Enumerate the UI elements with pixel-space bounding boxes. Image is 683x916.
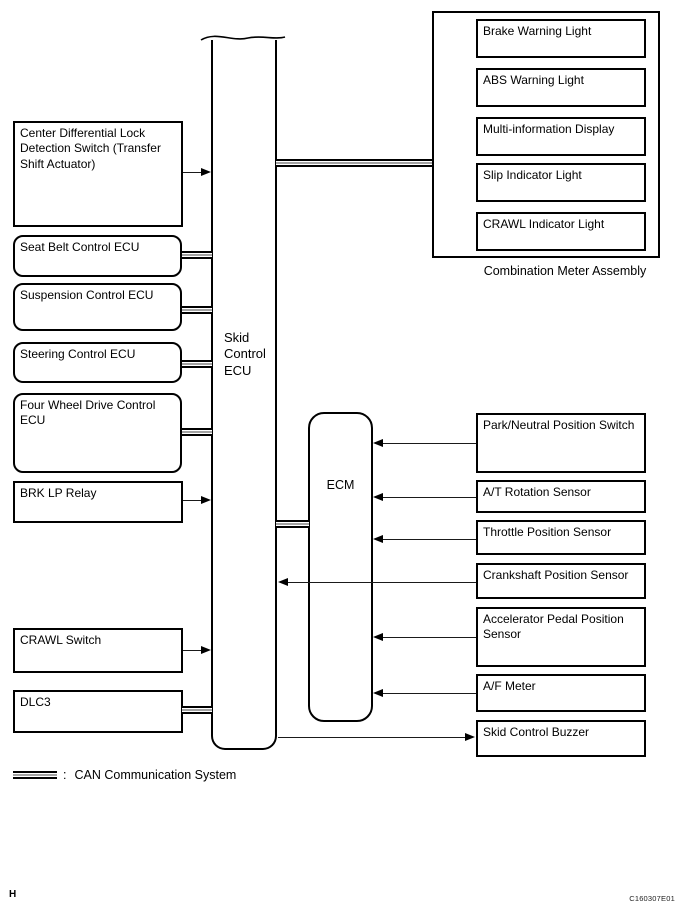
can-link-steering (182, 360, 212, 368)
node-four-wheel-drive-control-ecu: Four Wheel Drive Control ECU (13, 393, 182, 473)
torn-edge-wave (198, 26, 288, 46)
link-park-neutral-to-ecm (382, 443, 476, 444)
arrowhead-left-icon (278, 578, 288, 586)
combination-meter-assembly-label: Combination Meter Assembly (483, 264, 647, 278)
link-throttle-to-ecm (382, 539, 476, 540)
link-af-meter-to-ecm (382, 693, 476, 694)
link-crankshaft-to-skid (287, 582, 476, 583)
node-ecm (308, 412, 373, 722)
skid-control-ecu-column (211, 40, 277, 750)
arrowhead-left-icon (373, 535, 383, 543)
arrowhead-left-icon (373, 633, 383, 641)
figure-code: C160307E01 (629, 894, 675, 903)
node-throttle-position-sensor: Throttle Position Sensor (476, 520, 646, 555)
arrowhead-left-icon (373, 689, 383, 697)
can-link-combination-meter (276, 159, 432, 167)
node-af-meter: A/F Meter (476, 674, 646, 712)
arrowhead-right-icon (201, 168, 211, 176)
arrowhead-left-icon (373, 493, 383, 501)
can-link-seat-belt (182, 251, 212, 259)
node-skid-control-buzzer: Skid Control Buzzer (476, 720, 646, 757)
node-seat-belt-control-ecu: Seat Belt Control ECU (13, 235, 182, 277)
node-accelerator-pedal-position-sensor: Accelerator Pedal Position Sensor (476, 607, 646, 667)
node-slip-indicator-light: Slip Indicator Light (476, 163, 646, 202)
arrowhead-right-icon (201, 496, 211, 504)
link-brk-lp-to-skid (183, 500, 203, 501)
can-link-dlc3 (182, 706, 212, 714)
node-park-neutral-position-switch: Park/Neutral Position Switch (476, 413, 646, 473)
node-suspension-control-ecu: Suspension Control ECU (13, 283, 182, 331)
node-multi-information-display: Multi-information Display (476, 117, 646, 156)
node-center-differential-lock-detection-switch: Center Differential Lock Detection Switch (Transfer Shift Actuator) (13, 121, 183, 227)
legend (13, 768, 236, 782)
arrowhead-right-icon (465, 733, 475, 741)
can-link-skid-to-ecm (276, 520, 309, 528)
can-link-suspension (182, 306, 212, 314)
link-accelerator-to-ecm (382, 637, 476, 638)
link-at-rotation-to-ecm (382, 497, 476, 498)
node-crawl-indicator-light: CRAWL Indicator Light (476, 212, 646, 251)
node-brk-lp-relay: BRK LP Relay (13, 481, 183, 523)
node-abs-warning-light: ABS Warning Light (476, 68, 646, 107)
page-marker: H (9, 889, 17, 900)
skid-control-ecu-label: Skid Control ECU (224, 330, 266, 378)
node-at-rotation-sensor: A/T Rotation Sensor (476, 480, 646, 513)
node-steering-control-ecu: Steering Control ECU (13, 342, 182, 383)
legend-colon: : (63, 768, 67, 782)
ecm-label: ECM (326, 478, 355, 492)
arrowhead-left-icon (373, 439, 383, 447)
legend-label: CAN Communication System (74, 768, 237, 782)
node-crawl-switch: CRAWL Switch (13, 628, 183, 673)
link-center-diff-to-skid (183, 172, 203, 173)
node-crankshaft-position-sensor: Crankshaft Position Sensor (476, 563, 646, 599)
can-link-four-wheel-drive (182, 428, 212, 436)
node-brake-warning-light: Brake Warning Light (476, 19, 646, 58)
node-dlc3: DLC3 (13, 690, 183, 733)
link-skid-to-buzzer (278, 737, 467, 738)
can-line-symbol-icon (13, 771, 57, 779)
link-crawl-switch-to-skid (183, 650, 203, 651)
arrowhead-right-icon (201, 646, 211, 654)
